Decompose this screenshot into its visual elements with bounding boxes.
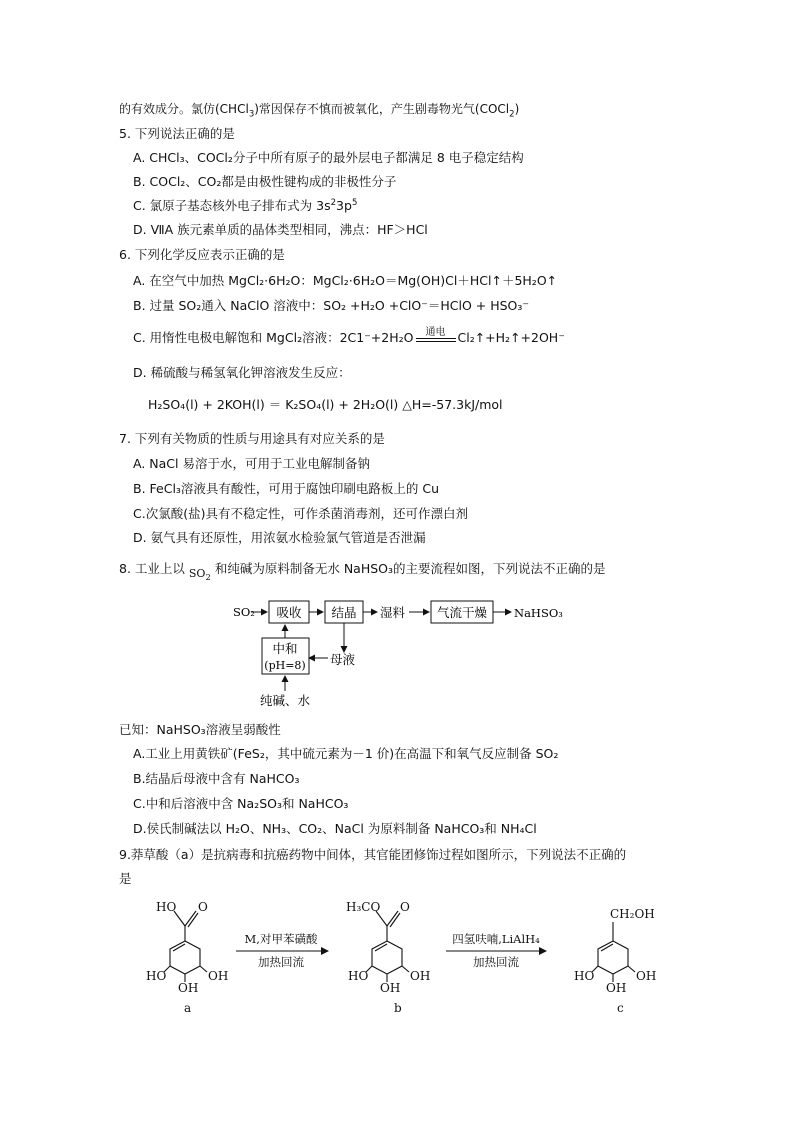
q7-option-c: C.次氯酸(盐)具有不稳定性，可作杀菌消毒剂，还可作漂白剂: [133, 506, 468, 521]
q6-option-c: C. 用惰性电极电解饱和 MgCl₂溶液：2C1⁻+2H₂O 通电 Cl₂↑+H₂↑+2OH⁻: [133, 327, 565, 345]
molecule-b-oh-right: OH: [410, 969, 431, 983]
q5-option-a: A. CHCl₃、COCl₂分子中所有原子的最外层电子都满足 8 电子稳定结构: [133, 150, 524, 165]
q5-option-d: D. ⅦA 族元素单质的晶体类型相同，沸点：HF＞HCl: [133, 222, 428, 237]
molecule-b-o: O: [400, 900, 410, 914]
question-7-stem: 7. 下列有关物质的性质与用途具有对应关系的是: [119, 431, 385, 446]
molecule-b-oh-bottom: OH: [380, 981, 401, 995]
molecule-c-ch2oh: CH₂OH: [610, 907, 655, 921]
molecule-a-o: O: [198, 900, 208, 914]
flow-mother: 母液: [330, 652, 356, 667]
flow-dry: 气流干燥: [436, 605, 488, 620]
q7-option-d: D. 氨气具有还原性，用浓氨水检验氯气管道是否泄漏: [133, 530, 426, 545]
electrolysis-condition: 通电: [416, 336, 456, 342]
flow-diagram: [225, 595, 595, 710]
question-9-stem: 9.莽草酸（a）是抗病毒和抗癌药物中间体，其官能团修饰过程如图所示，下列说法不正确的: [119, 847, 627, 862]
step1-conditions-top: M,对甲苯磺酸: [244, 932, 318, 946]
q6-option-d-equation: H₂SO₄(l) + 2KOH(l) ＝ K₂SO₄(l) + 2H₂O(l) △H=-57.3kJ/mol: [148, 397, 503, 412]
step2-conditions-bottom: 加热回流: [473, 955, 519, 969]
intro-line: 的有效成分。氯仿(CHCl$_3$)常因保存不慎而被氧化，产生剧毒物光气(COCl$_2$): [119, 102, 520, 120]
step2-conditions-top: 四氢呋喃,LiAlH₄: [452, 932, 540, 946]
question-8-stem: 8. 工业上以 $SO_2$ 和纯碱为原料制备无水 NaHSO₃的主要流程如图，下列说法不正确的是: [119, 561, 606, 584]
q6-option-a: A. 在空气中加热 MgCl₂·6H₂O：MgCl₂·6H₂O＝Mg(OH)Cl＋HCl↑＋5H₂O↑: [133, 273, 558, 288]
label-b: b: [394, 1001, 402, 1015]
molecule-a-oh-bottom: OH: [178, 981, 199, 995]
q5-option-b: B. COCl₂、CO₂都是由极性键构成的非极性分子: [133, 174, 397, 189]
molecule-b: [346, 900, 430, 995]
flow-wet: 湿料: [380, 605, 406, 620]
flow-neutral-1: 中和: [272, 641, 298, 656]
question-6-stem: 6. 下列化学反应表示正确的是: [119, 247, 285, 262]
molecule-a-ho-left: HO: [146, 969, 167, 983]
molecule-b-h3co: H₃CO: [346, 900, 381, 914]
q6-option-b: B. 过量 SO₂通入 NaClO 溶液中：SO₂ +H₂O +ClO⁻＝HClO + HSO₃⁻: [133, 298, 529, 313]
molecule-a: [146, 900, 228, 995]
question-5-stem: 5. 下列说法正确的是: [119, 126, 235, 141]
molecule-a-oh-right: OH: [208, 969, 229, 983]
flow-crystal: 结晶: [331, 605, 357, 620]
q8-option-c: C.中和后溶液中含 Na₂SO₃和 NaHCO₃: [133, 796, 349, 811]
q5-option-c: C. 氯原子基态核外电子排布式为 $3s^23p^5$: [133, 197, 358, 213]
q7-option-b: B. FeCl₃溶液具有酸性，可用于腐蚀印刷电路板上的 Cu: [133, 481, 440, 496]
q8-option-d: D.侯氏制碱法以 H₂O、NH₃、CO₂、NaCl 为原料制备 NaHCO₃和 NH₄Cl: [133, 821, 537, 836]
molecule-c-ho-left: HO: [574, 969, 595, 983]
q8-known: 已知：NaHSO₃溶液呈弱酸性: [119, 722, 281, 737]
molecule-c: [574, 907, 656, 995]
q7-option-a: A. NaCl 易溶于水，可用于工业电解制备钠: [133, 456, 370, 471]
molecule-c-oh-bottom: OH: [606, 981, 627, 995]
q6-option-d: D. 稀硫酸与稀氢氧化钾溶液发生反应：: [133, 365, 351, 380]
flow-feed: 纯碱、水: [259, 693, 311, 708]
reaction-scheme: [130, 893, 670, 1018]
flow-absorb: 吸收: [276, 605, 302, 620]
q8-option-b: B.结晶后母液中含有 NaHCO₃: [133, 771, 300, 786]
label-a: a: [184, 1001, 192, 1015]
flow-product: NaHSO₃: [514, 606, 563, 620]
molecule-c-oh-right: OH: [636, 969, 657, 983]
molecule-b-ho-left: HO: [348, 969, 369, 983]
flow-neutral-2: (pH=8): [264, 659, 306, 672]
flow-so2-in: SO₂: [233, 605, 255, 619]
molecule-a-ho-top: HO: [156, 900, 177, 914]
label-c: c: [617, 1001, 624, 1015]
question-9-stem-cont: 是: [119, 871, 132, 886]
q8-option-a: A.工业上用黄铁矿(FeS₂，其中硫元素为－1 价)在高温下和氧气反应制备 SO₂: [133, 746, 559, 761]
step1-conditions-bottom: 加热回流: [258, 955, 304, 969]
